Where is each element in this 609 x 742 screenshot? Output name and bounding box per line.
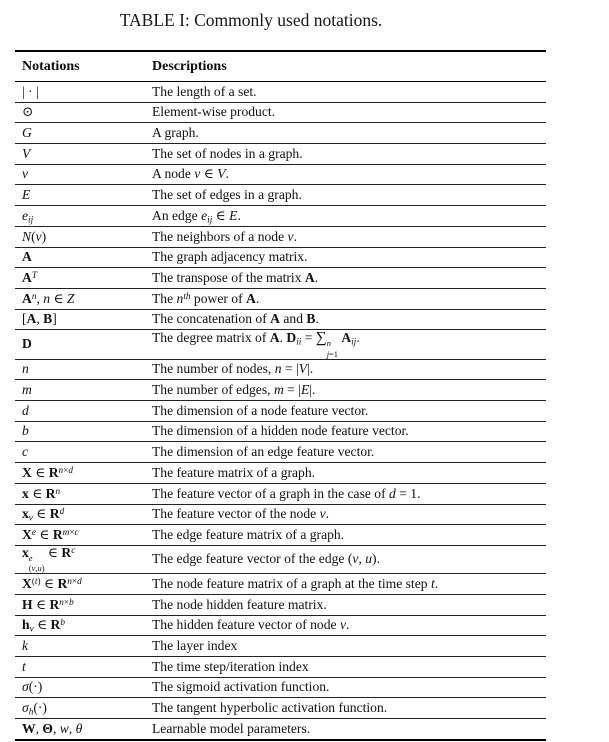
table-row <box>15 595 546 616</box>
description-cell: The set of edges in a graph. <box>152 187 302 203</box>
table-row <box>15 309 546 330</box>
table-row <box>15 226 546 247</box>
table-row <box>15 123 546 144</box>
notation-cell: G <box>22 125 32 141</box>
table-row <box>15 677 546 698</box>
table-row <box>15 330 546 359</box>
notation-cell: Xe ∈ $R^{m\times c}$ <box>22 526 79 542</box>
table-row <box>15 380 546 401</box>
header-descriptions: Descriptions <box>152 58 227 74</box>
table-body <box>15 82 546 740</box>
table-row <box>15 463 546 484</box>
description-cell: The hidden feature vector of node v. <box>152 617 350 633</box>
description-cell: A graph. <box>152 125 199 141</box>
table-row <box>15 698 546 719</box>
description-cell: An edge $e_{ij}$ ∈ E. <box>152 207 241 225</box>
notation-cell: H ∈ $R^{n\times b}$ <box>22 596 74 612</box>
table-row <box>15 247 546 268</box>
description-cell: The number of nodes, n = |V|. <box>152 361 314 377</box>
table-row <box>15 483 546 504</box>
table-row <box>15 288 546 309</box>
notation-cell: σ(·) <box>22 679 43 695</box>
notation-cell: W, Θ, w, θ <box>22 720 83 736</box>
table-row <box>15 545 546 573</box>
description-cell: A node v ∈ V. <box>152 166 229 182</box>
table-row <box>15 268 546 289</box>
description-cell: The number of edges, m = |E|. <box>152 382 316 398</box>
header-notations: Notations <box>22 58 80 74</box>
table-row <box>15 421 546 442</box>
description-cell: Element-wise product. <box>152 104 276 120</box>
description-cell: The length of a set. <box>152 83 257 99</box>
table-row <box>15 185 546 206</box>
table-row <box>15 164 546 185</box>
header-row <box>15 51 546 82</box>
notation-cell: $h_v$ ∈ $R^b$ <box>22 617 65 634</box>
notations-table <box>15 50 546 741</box>
notation-cell: A <box>22 249 32 265</box>
table-row <box>15 615 546 636</box>
table-header <box>15 51 546 82</box>
notation-cell: m <box>22 382 32 398</box>
description-cell: The graph adjacency matrix. <box>152 249 308 265</box>
table-row <box>15 525 546 546</box>
notation-cell: $X^{(t)}$ ∈ $R^{n\times d}$ <box>22 575 82 592</box>
table-row <box>15 636 546 657</box>
notation-cell: V <box>22 145 31 161</box>
table-row <box>15 359 546 380</box>
table-caption: TABLE I: Commonly used notations. <box>119 10 383 30</box>
notation-cell: N(v) <box>22 228 47 244</box>
description-cell: The neighbors of a node v. <box>152 228 297 244</box>
description-cell: The time step/iteration index <box>152 658 309 674</box>
notation-cell: $A^n$, n ∈ Z <box>22 290 75 306</box>
notation-cell: x e (v,u) ∈ $R^c$ <box>22 544 76 574</box>
description-cell: The $n^{th}$ power of A. <box>152 290 260 306</box>
notation-cell: ⊙ <box>22 104 34 120</box>
notation-cell: D <box>22 336 32 352</box>
description-cell: The degree matrix of A. $D_{ii}$ = ∑ n j=1 $A_{ij}$. <box>152 329 360 359</box>
description-cell: The tangent hyperbolic activation function. <box>152 700 388 716</box>
notation-cell: X ∈ $R^{n\times d}$ <box>22 464 73 480</box>
notation-cell: k <box>22 638 29 654</box>
description-cell: The set of nodes in a graph. <box>152 145 303 161</box>
notation-cell: $\sigma_h(\cdot)$ <box>22 700 47 717</box>
description-cell: The dimension of a hidden node feature vector. <box>152 423 409 439</box>
table-row <box>15 657 546 678</box>
description-cell: The dimension of an edge feature vector. <box>152 444 375 460</box>
description-cell: The node hidden feature matrix. <box>152 596 327 612</box>
notation-cell: $x_v$ ∈ $R^d$ <box>22 506 65 523</box>
description-cell: Learnable model parameters. <box>152 720 311 736</box>
notation-cell: [A, B] <box>22 311 57 327</box>
description-cell: The sigmoid activation function. <box>152 679 330 695</box>
notation-cell: c <box>22 444 29 460</box>
description-cell: The node feature matrix of a graph at the time step t. <box>152 576 439 592</box>
notation-cell: | · | <box>22 83 39 99</box>
table-row <box>15 82 546 103</box>
notation-cell: x ∈ $R^n$ <box>22 485 61 501</box>
description-cell: The feature matrix of a graph. <box>152 464 316 480</box>
notation-cell: E <box>22 187 31 203</box>
table-row <box>15 574 546 595</box>
notation-cell: n <box>22 361 29 377</box>
notation-cell: t <box>22 658 26 674</box>
description-cell: The transpose of the matrix A. <box>152 269 319 285</box>
notation-cell: b <box>22 423 29 439</box>
description-cell: The edge feature vector of the edge (v, u). <box>152 551 380 567</box>
table-row <box>15 144 546 165</box>
description-cell: The concatenation of A and B. <box>152 311 319 327</box>
notation-cell: $e_{ij}$ <box>22 207 34 225</box>
table-row <box>15 206 546 227</box>
description-cell: The feature vector of a graph in the case of d = 1. <box>152 485 421 501</box>
notation-cell: d <box>22 402 29 418</box>
description-cell: The feature vector of the node v. <box>152 506 330 522</box>
table-row <box>15 401 546 422</box>
description-cell: The layer index <box>152 638 238 654</box>
table-row <box>15 719 546 740</box>
description-cell: The dimension of a node feature vector. <box>152 402 369 418</box>
notation-cell: v <box>22 166 29 182</box>
table-row <box>15 102 546 123</box>
notation-cell: $A^T$ <box>22 269 37 285</box>
description-cell: The edge feature matrix of a graph. <box>152 526 345 542</box>
table-row <box>15 504 546 525</box>
table-row <box>15 442 546 463</box>
